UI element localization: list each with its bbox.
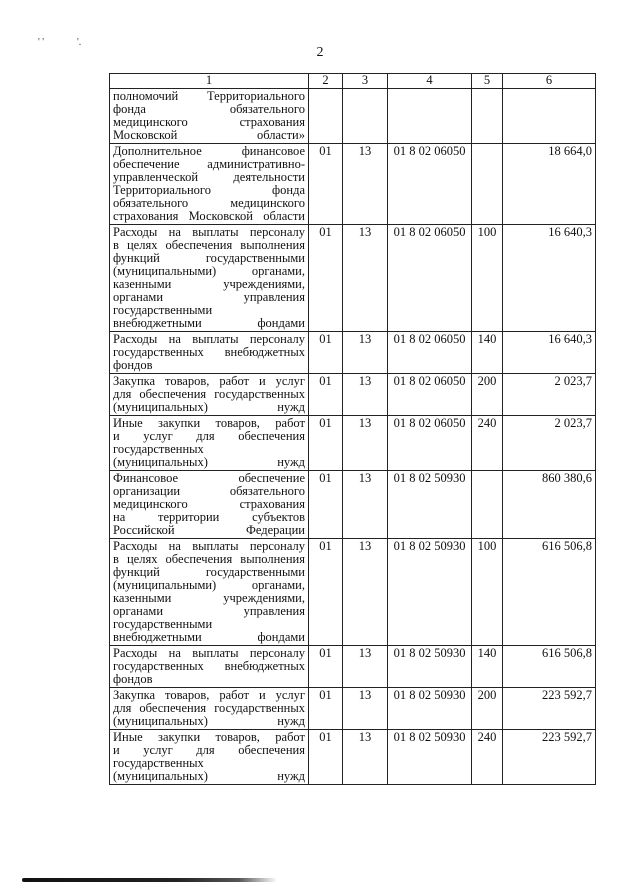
page-number: 2 <box>316 45 324 60</box>
description-line: государственными <box>113 303 213 317</box>
section-code: 01 <box>309 539 343 646</box>
expense-type-code: 140 <box>472 646 503 688</box>
description-line: казенными учреждениями, <box>113 277 305 291</box>
description-line: обеспечение административно- <box>113 157 305 171</box>
subsection-code: 13 <box>343 646 388 688</box>
target-article-code: 01 8 02 50930 <box>388 646 472 688</box>
section-code: 01 <box>309 471 343 539</box>
description-line: организации обязательного <box>113 484 305 498</box>
description-line: в целях обеспечения выполнения <box>113 552 305 566</box>
table-row <box>110 730 596 785</box>
section-code: 01 <box>309 144 343 225</box>
amount: 223 592,7 <box>503 730 596 785</box>
table-row <box>110 144 596 225</box>
table-row <box>110 471 596 539</box>
description-line: фондов <box>113 358 153 372</box>
target-article-code: 01 8 02 50930 <box>388 471 472 539</box>
row-description <box>110 374 309 416</box>
description-line: государственными <box>113 617 213 631</box>
description-line: в целях обеспечения выполнения <box>113 238 305 252</box>
description-line: (муниципальных) нужд <box>113 455 305 469</box>
amount: 16 640,3 <box>503 332 596 374</box>
description-line: Закупка товаров, работ и услуг <box>113 374 305 388</box>
subsection-code: 13 <box>343 144 388 225</box>
column-header: 3 <box>343 74 388 89</box>
column-header: 1 <box>110 74 309 89</box>
table-row <box>110 225 596 332</box>
expense-type-code: 140 <box>472 332 503 374</box>
target-article-code: 01 8 02 06050 <box>388 332 472 374</box>
subsection-code: 13 <box>343 225 388 332</box>
description-line: казенными учреждениями, <box>113 591 305 605</box>
expense-type-code <box>472 471 503 539</box>
subsection-code <box>343 89 388 144</box>
table-row <box>110 646 596 688</box>
description-line: (муниципальных) нужд <box>113 400 305 414</box>
description-line: государственных внебюджетных <box>113 659 305 673</box>
description-line: (муниципальных) нужд <box>113 769 305 783</box>
row-description <box>110 89 309 144</box>
section-code: 01 <box>309 730 343 785</box>
amount: 18 664,0 <box>503 144 596 225</box>
table-row <box>110 374 596 416</box>
description-line: государственных внебюджетных <box>113 345 305 359</box>
description-line: Финансовое обеспечение <box>113 471 305 485</box>
description-line: медицинского страхования <box>113 115 305 129</box>
target-article-code: 01 8 02 06050 <box>388 144 472 225</box>
amount: 2 023,7 <box>503 374 596 416</box>
section-code: 01 <box>309 688 343 730</box>
row-description <box>110 646 309 688</box>
subsection-code: 13 <box>343 332 388 374</box>
description-line: для обеспечения государственных <box>113 701 305 715</box>
table-row <box>110 89 596 144</box>
description-line: Расходы на выплаты персоналу <box>113 225 305 239</box>
description-line: Российской Федерации <box>113 523 305 537</box>
description-line: Иные закупки товаров, работ <box>113 416 305 430</box>
description-line: на территории субъектов <box>113 510 305 524</box>
target-article-code: 01 8 02 06050 <box>388 374 472 416</box>
column-header: 5 <box>472 74 503 89</box>
column-header: 4 <box>388 74 472 89</box>
amount: 616 506,8 <box>503 539 596 646</box>
description-line: для обеспечения государственных <box>113 387 305 401</box>
description-line: (муниципальными) органами, <box>113 264 305 278</box>
description-line: Расходы на выплаты персоналу <box>113 332 305 346</box>
row-description <box>110 471 309 539</box>
description-line: страхования Московской области <box>113 209 305 223</box>
description-line: функций государственными <box>113 565 305 579</box>
bottom-ink-stroke <box>22 878 277 882</box>
row-description <box>110 539 309 646</box>
amount: 2 023,7 <box>503 416 596 471</box>
description-line: Расходы на выплаты персоналу <box>113 646 305 660</box>
section-code: 01 <box>309 646 343 688</box>
target-article-code: 01 8 02 06050 <box>388 225 472 332</box>
table-row <box>110 332 596 374</box>
expense-type-code: 100 <box>472 539 503 646</box>
description-line: Территориального фонда <box>113 183 305 197</box>
subsection-code: 13 <box>343 416 388 471</box>
section-code: 01 <box>309 374 343 416</box>
description-line: внебюджетными фондами <box>113 630 305 644</box>
description-line: и услуг для обеспечения <box>113 743 305 757</box>
description-line: Дополнительное финансовое <box>113 144 305 158</box>
description-line: органами управления <box>113 290 305 304</box>
row-description <box>110 225 309 332</box>
description-line: Закупка товаров, работ и услуг <box>113 688 305 702</box>
description-line: полномочий Территориального <box>113 89 305 103</box>
table-header-row <box>110 74 596 89</box>
amount: 223 592,7 <box>503 688 596 730</box>
description-line: (муниципальными) органами, <box>113 578 305 592</box>
expense-type-code: 240 <box>472 730 503 785</box>
target-article-code: 01 8 02 50930 <box>388 539 472 646</box>
column-header: 6 <box>503 74 596 89</box>
description-line: внебюджетными фондами <box>113 316 305 330</box>
table-row <box>110 539 596 646</box>
target-article-code <box>388 89 472 144</box>
description-line: медицинского страхования <box>113 497 305 511</box>
description-line: Иные закупки товаров, работ <box>113 730 305 744</box>
section-code: 01 <box>309 225 343 332</box>
description-line: Московской области» <box>113 128 305 142</box>
description-line: обязательного медицинского <box>113 196 305 210</box>
amount: 616 506,8 <box>503 646 596 688</box>
description-line: Расходы на выплаты персоналу <box>113 539 305 553</box>
description-line: фондов <box>113 672 153 686</box>
expense-type-code: 200 <box>472 688 503 730</box>
target-article-code: 01 8 02 50930 <box>388 688 472 730</box>
description-line: государственных <box>113 442 204 456</box>
column-header: 2 <box>309 74 343 89</box>
budget-table <box>109 73 596 785</box>
description-line: органами управления <box>113 604 305 618</box>
target-article-code: 01 8 02 06050 <box>388 416 472 471</box>
subsection-code: 13 <box>343 374 388 416</box>
target-article-code: 01 8 02 50930 <box>388 730 472 785</box>
table-row <box>110 416 596 471</box>
expense-type-code: 100 <box>472 225 503 332</box>
description-line: (муниципальных) нужд <box>113 714 305 728</box>
amount: 860 380,6 <box>503 471 596 539</box>
description-line: фонда обязательного <box>113 102 305 116</box>
expense-type-code <box>472 144 503 225</box>
description-line: управленческой деятельности <box>113 170 305 184</box>
table-row <box>110 688 596 730</box>
expense-type-code <box>472 89 503 144</box>
subsection-code: 13 <box>343 730 388 785</box>
row-description <box>110 688 309 730</box>
subsection-code: 13 <box>343 471 388 539</box>
row-description <box>110 332 309 374</box>
description-line: функций государственными <box>113 251 305 265</box>
section-code: 01 <box>309 416 343 471</box>
row-description <box>110 144 309 225</box>
section-code <box>309 89 343 144</box>
expense-type-code: 200 <box>472 374 503 416</box>
scan-mark: ' ' <box>38 37 45 48</box>
subsection-code: 13 <box>343 688 388 730</box>
amount <box>503 89 596 144</box>
expense-type-code: 240 <box>472 416 503 471</box>
row-description <box>110 730 309 785</box>
amount: 16 640,3 <box>503 225 596 332</box>
description-line: государственных <box>113 756 204 770</box>
scan-mark: '. <box>77 37 82 48</box>
subsection-code: 13 <box>343 539 388 646</box>
row-description <box>110 416 309 471</box>
section-code: 01 <box>309 332 343 374</box>
description-line: и услуг для обеспечения <box>113 429 305 443</box>
